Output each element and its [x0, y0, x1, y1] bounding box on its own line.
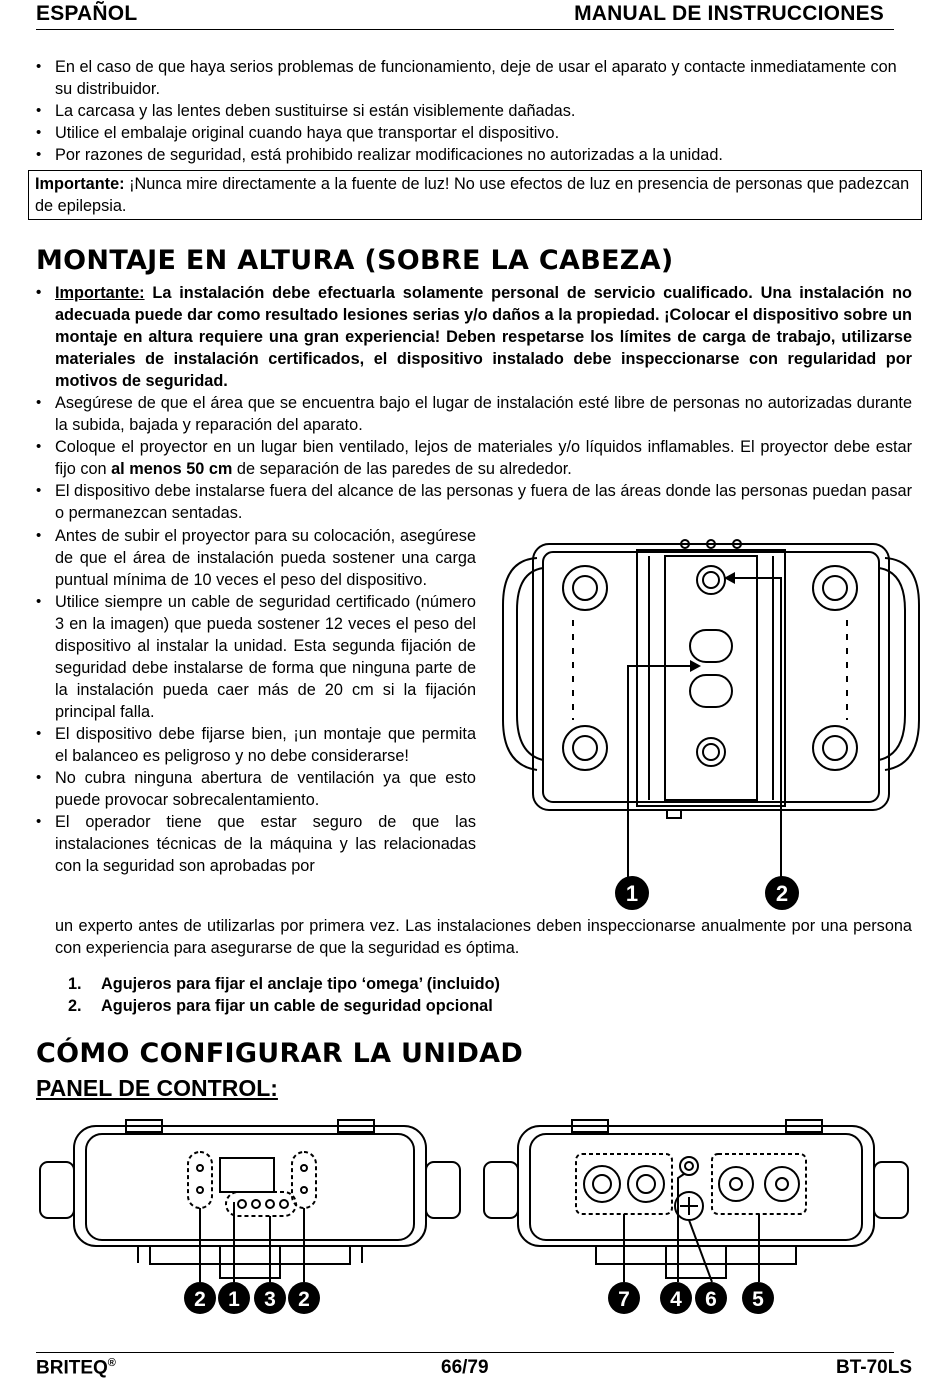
callout-1-label: 1	[625, 881, 639, 906]
footer-model: BT-70LS	[835, 1357, 912, 1378]
legend-item	[68, 973, 500, 995]
mounting-narrow-bullet: • El dispositivo debe fijarse bien, ¡un montaje que permita el balanceo es peligroso y no debe considerarse!	[36, 723, 476, 767]
legend-number: 2.	[68, 997, 82, 1015]
control-panel-front-figure	[30, 1118, 470, 1318]
lcd-display-shape	[220, 1158, 274, 1192]
mounting-bullet: • Asegúrese de que el área que se encuentra bajo el lugar de instalación esté libre de personas no autorizadas durante la subida, bajada y reparación del aparato.	[36, 392, 912, 436]
safety-bullet-list	[36, 56, 912, 166]
safety-bullet: • La carcasa y las lentes deben sustituirse si están visiblemente dañadas.	[36, 100, 912, 122]
mounting-bullet-ventilation	[36, 436, 912, 480]
header-language: ESPAÑOL	[36, 2, 138, 25]
safety-bullet: • Utilice el embalaje original cuando haya que transportar el dispositivo.	[36, 122, 912, 144]
mounting-section-title: MONTAJE EN ALTURA (SOBRE LA CABEZA)	[36, 245, 674, 276]
right-callout-label: 7	[618, 1288, 630, 1311]
header-rule	[36, 29, 894, 30]
right-callout-label: 5	[752, 1288, 764, 1311]
safety-bullet: • Por razones de seguridad, está prohibido realizar modificaciones no autorizadas a la unidad.	[36, 144, 912, 166]
right-callout-label: 4	[670, 1288, 682, 1311]
left-callout-label: 3	[264, 1288, 276, 1311]
callout-2-label: 2	[775, 881, 789, 906]
safety-bullet: • En el caso de que haya serios problemas de funcionamiento, deje de usar el aparato y contacte inmediatamente con su distribuidor.	[36, 56, 912, 100]
legend-text: Agujeros para fijar el anclaje tipo ‘omega’ (incluido)	[101, 975, 500, 993]
mounting-narrow-bullet: • Utilice siempre un cable de seguridad certificado (número 3 en la imagen) que pueda sostener 12 veces el peso del dispositivo al instalar la unidad. Esta segunda fijación de seguridad debe instalarse de forma que ninguna parte de la instalación pueda caer más de 20 cm si la fijación principal falla.	[36, 591, 476, 723]
mounting-narrow-bullet: • Antes de subir el proyector para su colocación, asegúrese de que el área de instalación pueda sostener una carga puntual mínima de 10 veces el peso del dispositivo.	[36, 525, 476, 591]
footer-brand-text: BRITEQ	[36, 1357, 108, 1379]
config-section-title: CÓMO CONFIGURAR LA UNIDAD	[36, 1038, 524, 1069]
vent-text-bold: al menos 50 cm	[111, 460, 233, 478]
vent-text-b: de separación de las paredes de su alrededor.	[232, 460, 572, 478]
mounting-bullet: • El dispositivo debe instalarse fuera del alcance de las personas y fuera de las áreas donde las personas puedan pasar o permanezcan sentadas.	[36, 480, 912, 524]
mounting-bullet-list	[36, 282, 912, 524]
right-callout-label: 6	[705, 1288, 717, 1311]
mounting-operator-bullet: • El operador tiene que estar seguro de que las instalaciones técnicas de la máquina y las relacionadas con la seguridad son aprobadas por	[36, 811, 476, 877]
header-manual-title: MANUAL DE INSTRUCCIONES	[574, 2, 884, 25]
mounting-important-text: La instalación debe efectuarla solamente personal de servicio cualificado. Una instalación no adecuada puede dar como resultado lesiones serias y/o daños a la propiedad. ¡Colocar el dispositivo sobre un montaje en altura requiere una gran experiencia! Deben respetarse los límites de carga de trabajo, utilizarse materiales de instalación certificados, el dispositivo instalado debe inspeccionarse con regularidad por motivos de seguridad.	[55, 284, 912, 390]
footer-page-number: 66/79	[441, 1357, 489, 1378]
left-callout-label: 1	[228, 1288, 240, 1311]
mounting-legend-list	[68, 973, 500, 1017]
legend-number: 1.	[68, 975, 82, 993]
left-callout-label: 2	[194, 1288, 206, 1311]
footer-rule	[36, 1352, 894, 1353]
mounting-operator-continuation: un experto antes de utilizarlas por primera vez. Las instalaciones deben inspeccionarse anualmente por una persona con experiencia para asegurarse de que la seguridad es óptima.	[55, 917, 912, 957]
important-notice-box	[28, 170, 922, 220]
footer-reg-mark: ®	[107, 1357, 116, 1369]
connector-panel-rear-figure	[474, 1118, 919, 1318]
footer-brand	[36, 1357, 116, 1379]
mounting-important-label: Importante:	[55, 284, 145, 302]
legend-item	[68, 995, 500, 1017]
left-callout-label: 2	[298, 1288, 310, 1311]
mounting-narrow-bullet-list	[36, 525, 476, 877]
fixture-bottom-view-figure	[495, 520, 925, 920]
vent-text-a: Coloque el proyector en un lugar bien ventilado, lejos de materiales y/o líquidos inflamables. El proyector debe estar fijo con	[55, 438, 912, 478]
important-label: Importante:	[35, 175, 125, 193]
control-panel-subtitle: PANEL DE CONTROL:	[36, 1075, 278, 1101]
mounting-important-bullet	[36, 282, 912, 392]
important-text: ¡Nunca mire directamente a la fuente de luz! No use efectos de luz en presencia de personas que padezcan de epilepsia.	[35, 175, 910, 215]
legend-text: Agujeros para fijar un cable de seguridad opcional	[101, 997, 493, 1015]
mounting-narrow-bullet: • No cubra ninguna abertura de ventilación ya que esto puede provocar sobrecalentamiento.	[36, 767, 476, 811]
